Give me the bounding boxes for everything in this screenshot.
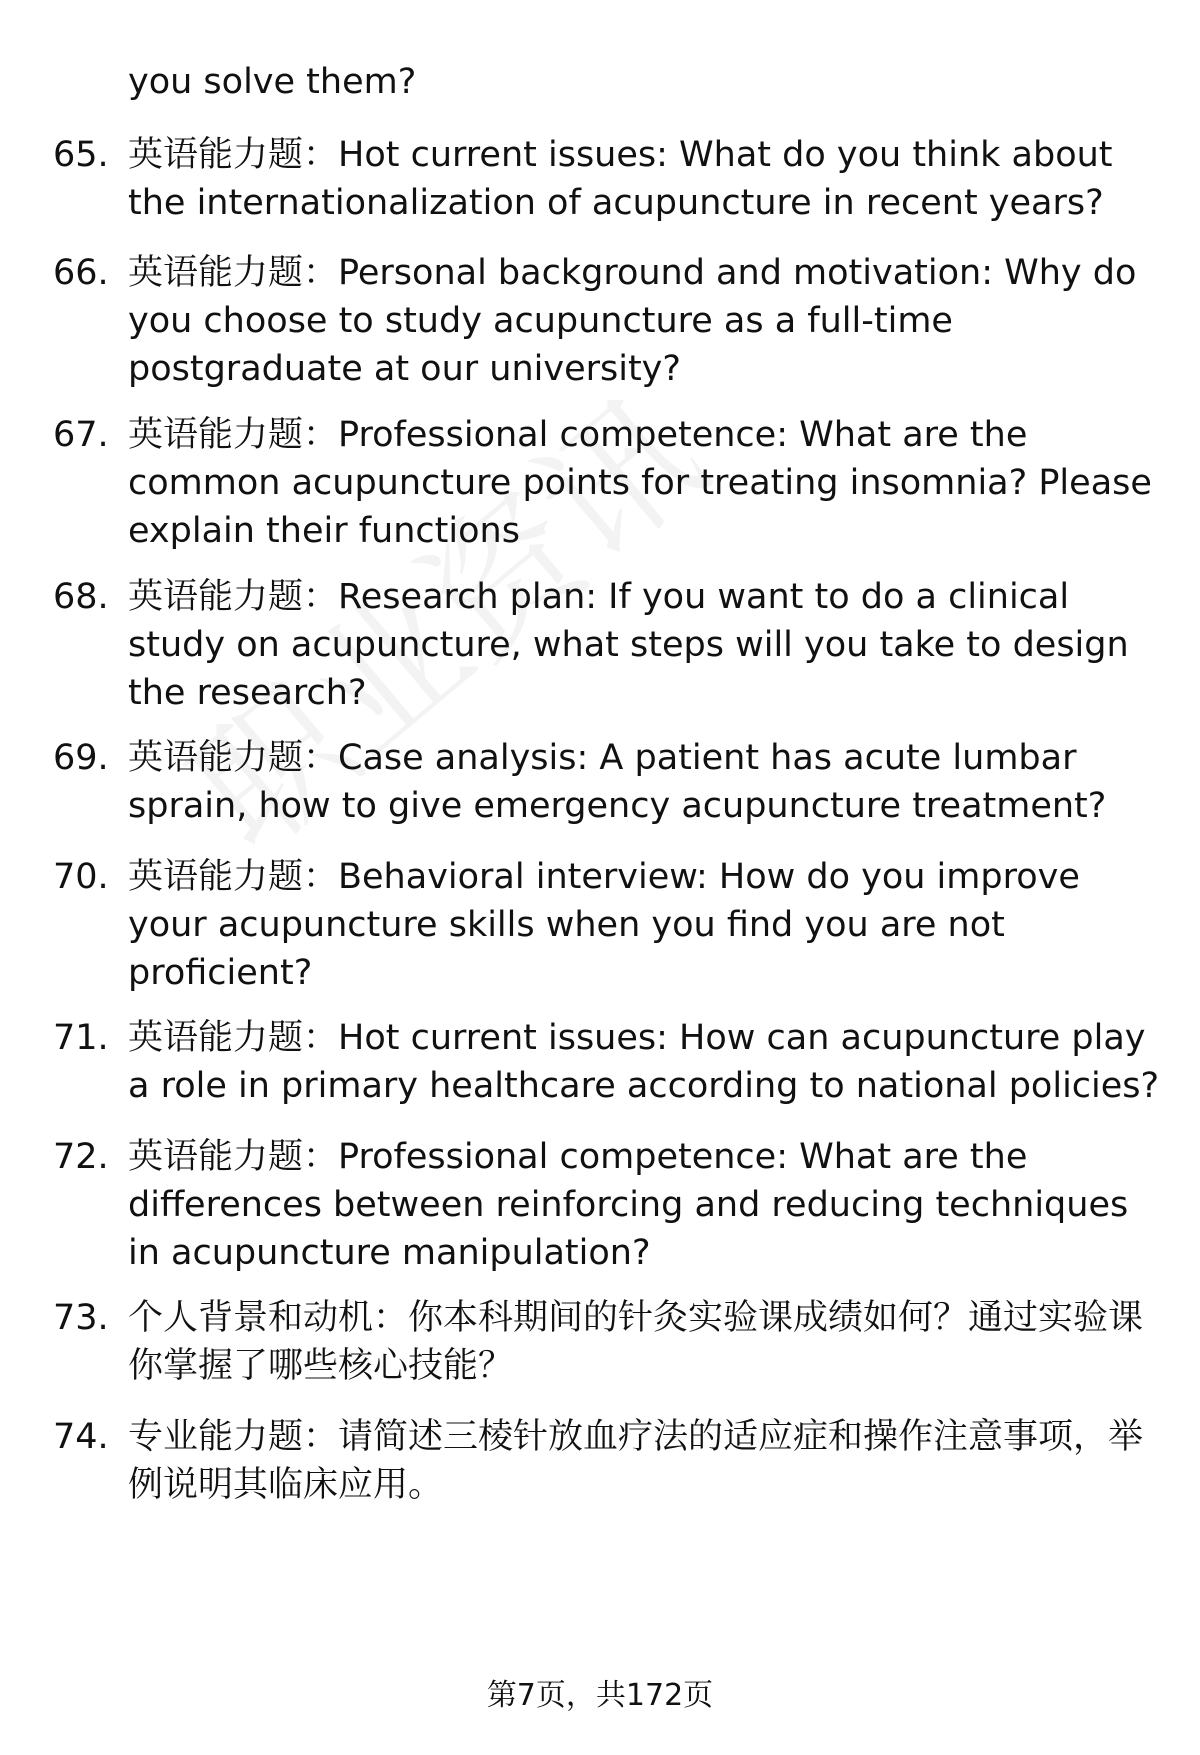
question-number: 68. [53,577,109,617]
question-number: 66. [53,253,109,293]
question-body [128,573,1168,717]
question-number: 71. [53,1018,109,1058]
question-number: 69. [53,738,109,778]
question-text: Hot current issues: How can acupuncture play a role in primary healthcare according to national policies? [128,1018,1160,1106]
question-number: 72. [53,1137,109,1177]
question-body [128,734,1168,830]
question-body [128,1133,1168,1277]
question-text: Behavioral interview: How do you improve your acupuncture skills when you find you are not proficient? [128,857,1080,993]
question-category: 英语能力题： [128,738,339,778]
question-text: Personal background and motivation: Why do you choose to study acupuncture as a full-time postgraduate at our university? [128,253,1137,389]
continuation-text: you solve them? [128,62,417,102]
question-category: 英语能力题： [128,135,339,175]
question-category: 英语能力题： [128,1137,339,1177]
question-category: 英语能力题： [128,857,339,897]
question-number: 73. [53,1298,109,1338]
question-number: 67. [53,415,109,455]
question-number: 65. [53,135,109,175]
question-body [128,1294,1168,1390]
question-text: 请简述三棱针放血疗法的适应症和操作注意事项，举例说明其临床应用。 [128,1417,1144,1505]
page-footer: 第7页，共172页 [486,1678,714,1713]
question-category: 英语能力题： [128,415,339,455]
question-number: 74. [53,1417,109,1457]
question-text: Research plan: If you want to do a clinical study on acupuncture, what steps will you take to design the research? [128,577,1129,713]
question-body [128,249,1168,393]
question-category: 英语能力题： [128,1018,339,1058]
question-category: 专业能力题： [128,1417,339,1457]
question-text: Professional competence: What are the common acupuncture points for treating insomnia? Please explain their functions [128,415,1152,551]
question-body [128,1014,1168,1110]
question-text: Case analysis: A patient has acute lumbar sprain, how to give emergency acupuncture treatment? [128,738,1107,826]
question-category: 个人背景和动机： [128,1298,409,1338]
question-category: 英语能力题： [128,253,339,293]
question-body [128,411,1168,555]
question-body [128,853,1168,997]
question-text: Hot current issues: What do you think about the internationalization of acupuncture in recent years? [128,135,1113,223]
question-body [128,1413,1168,1509]
question-text: Professional competence: What are the differences between reinforcing and reducing techniques in acupuncture manipulation? [128,1137,1129,1273]
question-category: 英语能力题： [128,577,339,617]
question-number: 70. [53,857,109,897]
question-text: 你本科期间的针灸实验课成绩如何？通过实验课你掌握了哪些核心技能？ [128,1298,1144,1386]
question-body [128,131,1168,227]
